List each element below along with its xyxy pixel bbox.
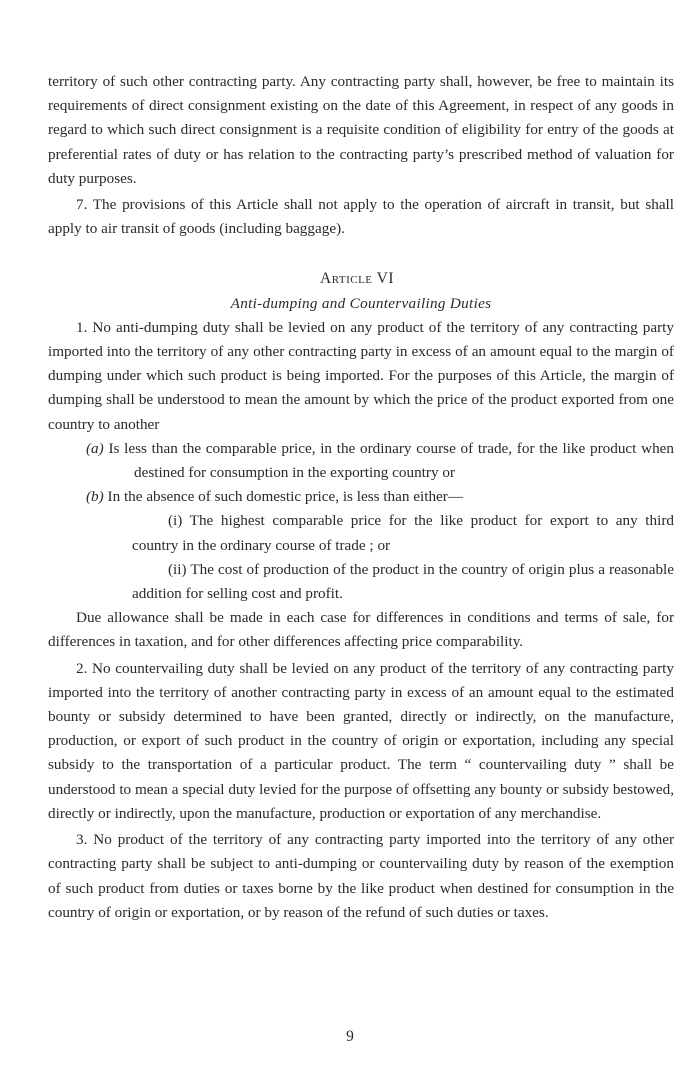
article-heading: Article VI — [320, 270, 394, 288]
condition-a-text: Is less than the comparable price, in the ordinary course of trade, for the like product when destined for consumption in the exporting country or — [108, 439, 675, 482]
condition-a-label: (a) — [86, 439, 104, 457]
condition-b-text: In the absence of such domestic price, is less than either— — [107, 488, 464, 506]
continuation-paragraph: territory of such other contracting party. Any contracting party shall, however, be free to maintain its requirements of direct consignment existing on the date of this Agreement, in respect of any goods in regard to which such direct consignment is a requisite condition of eligibility for entry of the goods at preferential rates of duty or has relation to the contracting party’s prescribed method of valuation for duty purposes. — [48, 73, 674, 187]
sub-condition-ii: (ii) The cost of production of the product in the country of origin plus a reasonable addition for selling cost and profit. — [132, 560, 674, 603]
condition-a — [48, 437, 674, 485]
paragraph-7: 7. The provisions of this Article shall not apply to the operation of aircraft in transit, but shall apply to air transit of goods (including baggage). — [48, 196, 674, 238]
document-page — [48, 70, 674, 925]
condition-b — [48, 485, 674, 509]
article-paragraph-3: 3. No product of the territory of any contracting party imported into the territory of any other contracting party shall be subject to anti-dumping or countervailing duty by reason of the exemption of such product from duties or taxes borne by the like product when destined for consumption in the country of origin or exportation, or by reason of the refund of such duties or taxes. — [48, 831, 674, 921]
allowance-paragraph: Due allowance shall be made in each case for differences in conditions and terms of sale, for differences in taxation, and for other differences affecting price comparability. — [48, 609, 674, 651]
article-paragraph-1: 1. No anti-dumping duty shall be levied on any product of the territory of any contracting party imported into the territory of any other contracting party in excess of an amount equal to the margin of dumping under which such product is being imported. For the purposes of this Article, the margin of dumping shall be understood to mean the amount by which the price of the product exported from one country to another — [48, 318, 674, 433]
condition-b-label: (b) — [86, 488, 104, 506]
page-number: 9 — [346, 1028, 354, 1045]
sub-condition-i: (i) The highest comparable price for the like product for export to any third country in the ordinary course of trade ; or — [132, 512, 674, 554]
article-subheading: Anti-dumping and Countervailing Duties — [230, 294, 492, 312]
article-paragraph-2: 2. No countervailing duty shall be levied on any product of the territory of any contracting party imported into the territory of another contracting party in excess of an amount equal to the estimated bounty or subsidy determined to have been granted, directly or indirectly, on the manufacture, production, or export of such product in the country of origin or exportation, including any special subsidy to the transportation of a particular product. The term “ countervailing duty ” shall be understood to mean a special duty levied for the purpose of offsetting any bounty or subsidy bestowed, directly or indirectly, upon the manufacture, production or exportation of any merchandise. — [48, 659, 674, 822]
